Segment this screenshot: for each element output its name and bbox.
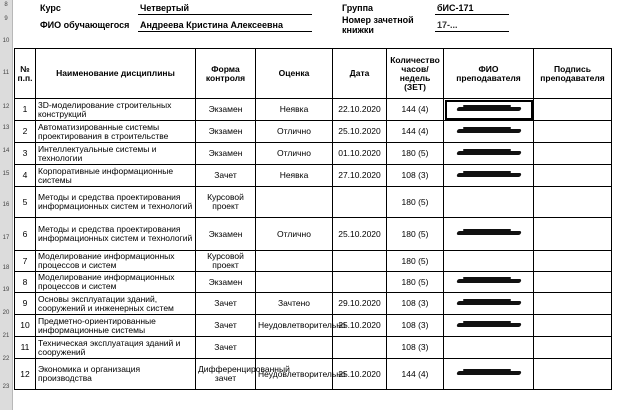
cell-signature[interactable] (534, 315, 612, 337)
cell-date[interactable]: 25.10.2020 (333, 315, 387, 337)
table-row (15, 272, 612, 293)
redaction-scribble (453, 171, 525, 179)
cell-hours[interactable]: 180 (5) (387, 187, 444, 218)
cell-grade[interactable]: Отлично (256, 121, 333, 143)
cell-number[interactable]: 8 (15, 272, 36, 293)
table-row (15, 218, 612, 251)
gutter-row-number: 18 (2, 265, 10, 271)
cell-teacher[interactable] (444, 187, 534, 218)
cell-control-form[interactable]: Экзамен (196, 218, 256, 251)
cell-discipline[interactable]: Предметно-ориентированные информационные системы (36, 315, 196, 337)
course-underline (138, 14, 312, 15)
redaction-scribble (453, 277, 525, 285)
cell-hours[interactable]: 108 (3) (387, 315, 444, 337)
cell-control-form[interactable]: Зачет (196, 315, 256, 337)
cell-signature[interactable] (534, 272, 612, 293)
row-number-gutter (0, 0, 13, 410)
cell-hours[interactable]: 108 (3) (387, 293, 444, 315)
cell-signature[interactable] (534, 121, 612, 143)
gutter-row-number: 23 (2, 384, 10, 390)
table-row (15, 251, 612, 272)
col-header-signature: Подпись преподавателя (534, 49, 612, 99)
cell-date[interactable]: 27.10.2020 (333, 165, 387, 187)
cell-number[interactable]: 3 (15, 143, 36, 165)
cell-discipline[interactable]: Интеллектуальные системы и технологии (36, 143, 196, 165)
gutter-row-number: 8 (4, 2, 8, 8)
table-row (15, 143, 612, 165)
redaction-scribble (453, 149, 525, 157)
grades-table (14, 48, 612, 390)
cell-grade[interactable]: Зачтено (256, 293, 333, 315)
col-header-control-form: Форма контроля (196, 49, 256, 99)
student-label: ФИО обучающегося (40, 20, 130, 30)
cell-control-form[interactable]: Курсовой проект (196, 251, 256, 272)
cell-number[interactable]: 7 (15, 251, 36, 272)
cell-signature[interactable] (534, 337, 612, 359)
cell-teacher[interactable] (444, 165, 534, 187)
gutter-row-number: 10 (2, 38, 10, 44)
redaction-scribble (453, 321, 525, 329)
cell-grade[interactable]: Отлично (256, 218, 333, 251)
cell-hours[interactable]: 144 (4) (387, 121, 444, 143)
cell-date[interactable]: 22.10.2020 (333, 99, 387, 121)
cell-date[interactable] (333, 251, 387, 272)
cell-signature[interactable] (534, 99, 612, 121)
table-row (15, 337, 612, 359)
group-value[interactable]: бИС-171 (437, 3, 474, 13)
cell-teacher[interactable] (444, 121, 534, 143)
cell-date[interactable]: 25.10.2020 (333, 218, 387, 251)
table-row (15, 293, 612, 315)
cell-date[interactable]: 29.10.2020 (333, 293, 387, 315)
record-book-value[interactable]: 17-... (437, 20, 458, 30)
cell-teacher[interactable] (444, 143, 534, 165)
gutter-row-number: 11 (2, 70, 10, 76)
table-header-row (15, 49, 612, 99)
gutter-row-number: 14 (2, 148, 10, 154)
cell-number[interactable]: 9 (15, 293, 36, 315)
student-underline (138, 31, 312, 32)
gutter-row-number: 16 (2, 202, 10, 208)
cell-hours[interactable]: 108 (3) (387, 337, 444, 359)
col-header-grade: Оценка (256, 49, 333, 99)
gutter-row-number: 12 (2, 104, 10, 110)
course-value[interactable]: Четвертый (140, 3, 190, 13)
cell-number[interactable]: 5 (15, 187, 36, 218)
cell-signature[interactable] (534, 218, 612, 251)
course-label: Курс (40, 3, 61, 13)
cell-discipline[interactable]: Экономика и организация производства (36, 359, 196, 390)
cell-hours[interactable]: 180 (5) (387, 272, 444, 293)
cell-discipline[interactable]: Моделирование информационных процессов и систем (36, 251, 196, 272)
table-row (15, 359, 612, 390)
record-book-underline (435, 31, 509, 32)
cell-discipline[interactable]: Основы эксплуатации зданий, сооружений и инженерных систем (36, 293, 196, 315)
cell-discipline[interactable]: 3D-моделирование строительных конструкций (36, 99, 196, 121)
cell-grade[interactable]: Неявка (256, 99, 333, 121)
cell-grade[interactable] (256, 251, 333, 272)
cell-teacher[interactable] (444, 337, 534, 359)
cell-date[interactable] (333, 187, 387, 218)
cell-hours[interactable]: 108 (3) (387, 165, 444, 187)
cell-hours[interactable]: 180 (5) (387, 251, 444, 272)
cell-teacher[interactable] (444, 251, 534, 272)
cell-control-form[interactable]: Зачет (196, 337, 256, 359)
cell-grade[interactable] (256, 187, 333, 218)
cell-signature[interactable] (534, 187, 612, 218)
gutter-row-number: 15 (2, 171, 10, 177)
gutter-row-number: 20 (2, 310, 10, 316)
cell-discipline[interactable]: Корпоративные информационные системы (36, 165, 196, 187)
table-row (15, 187, 612, 218)
table-row (15, 315, 612, 337)
cell-control-form[interactable]: Экзамен (196, 99, 256, 121)
cell-grade[interactable] (256, 272, 333, 293)
cell-date[interactable] (333, 272, 387, 293)
gutter-row-number: 19 (2, 287, 10, 293)
cell-signature[interactable] (534, 143, 612, 165)
cell-number[interactable]: 10 (15, 315, 36, 337)
cell-control-form[interactable]: Зачет (196, 165, 256, 187)
record-book-label: Номер зачетной книжки (342, 15, 414, 35)
cell-grade[interactable]: Отлично (256, 143, 333, 165)
cell-hours[interactable]: 180 (5) (387, 143, 444, 165)
redaction-scribble (453, 229, 525, 237)
cell-number[interactable]: 4 (15, 165, 36, 187)
redaction-scribble (453, 105, 525, 113)
cell-discipline[interactable]: Моделирование информационных процессов и систем (36, 272, 196, 293)
cell-teacher[interactable] (444, 315, 534, 337)
gutter-row-number: 22 (2, 356, 10, 362)
cell-number[interactable]: 6 (15, 218, 36, 251)
redaction-scribble (453, 299, 525, 307)
cell-control-form[interactable]: Экзамен (196, 272, 256, 293)
cell-teacher[interactable] (444, 218, 534, 251)
group-label: Группа (342, 3, 374, 13)
student-value[interactable]: Андреева Кристина Алексеевна (140, 20, 283, 30)
table-row (15, 99, 612, 121)
cell-number[interactable]: 12 (15, 359, 36, 390)
cell-teacher[interactable] (444, 272, 534, 293)
cell-hours[interactable]: 144 (4) (387, 359, 444, 390)
cell-teacher[interactable] (444, 359, 534, 390)
col-header-date: Дата (333, 49, 387, 99)
cell-number[interactable]: 11 (15, 337, 36, 359)
col-header-teacher: ФИО преподавателя (444, 49, 534, 99)
cell-control-form[interactable]: Экзамен (196, 143, 256, 165)
cell-signature[interactable] (534, 251, 612, 272)
gutter-row-number: 21 (2, 333, 10, 339)
cell-date[interactable]: 25.10.2020 (333, 359, 387, 390)
gutter-row-number: 9 (4, 16, 8, 22)
cell-number[interactable]: 1 (15, 99, 36, 121)
cell-date[interactable]: 01.10.2020 (333, 143, 387, 165)
cell-grade[interactable] (256, 337, 333, 359)
col-header-discipline: Наименование дисциплины (36, 49, 196, 99)
cell-signature[interactable] (534, 293, 612, 315)
cell-control-form[interactable]: Курсовой проект (196, 187, 256, 218)
cell-control-form[interactable]: Экзамен (196, 121, 256, 143)
cell-hours[interactable]: 180 (5) (387, 218, 444, 251)
redaction-scribble (453, 369, 525, 377)
cell-hours[interactable]: 144 (4) (387, 99, 444, 121)
cell-discipline[interactable]: Автоматизированные системы проектирования в строительстве (36, 121, 196, 143)
gutter-row-number: 13 (2, 125, 10, 131)
cell-signature[interactable] (534, 165, 612, 187)
cell-signature[interactable] (534, 359, 612, 390)
group-underline (435, 14, 509, 15)
cell-control-form[interactable]: Зачет (196, 293, 256, 315)
cell-teacher[interactable] (444, 99, 534, 121)
table-row (15, 121, 612, 143)
cell-teacher[interactable] (444, 293, 534, 315)
cell-grade[interactable]: Неявка (256, 165, 333, 187)
cell-date[interactable] (333, 337, 387, 359)
cell-grade[interactable]: Неудовлетворительно (256, 359, 333, 390)
cell-grade[interactable]: Неудовлетворительно (256, 315, 333, 337)
cell-number[interactable]: 2 (15, 121, 36, 143)
redaction-scribble (453, 127, 525, 135)
col-header-hours: Количество часов/недель (ЗЕТ) (387, 49, 444, 99)
col-header-number: № п.п. (15, 49, 36, 99)
gutter-row-number: 17 (2, 235, 10, 241)
table-row (15, 165, 612, 187)
cell-discipline[interactable]: Техническая эксплуатация зданий и сооружений (36, 337, 196, 359)
cell-control-form[interactable]: Дифференцированный зачет (196, 359, 256, 390)
cell-discipline[interactable]: Методы и средства проектирования информационных систем и технологий (36, 187, 196, 218)
cell-discipline[interactable]: Методы и средства проектирования информационных систем и технологий (36, 218, 196, 251)
cell-date[interactable]: 25.10.2020 (333, 121, 387, 143)
